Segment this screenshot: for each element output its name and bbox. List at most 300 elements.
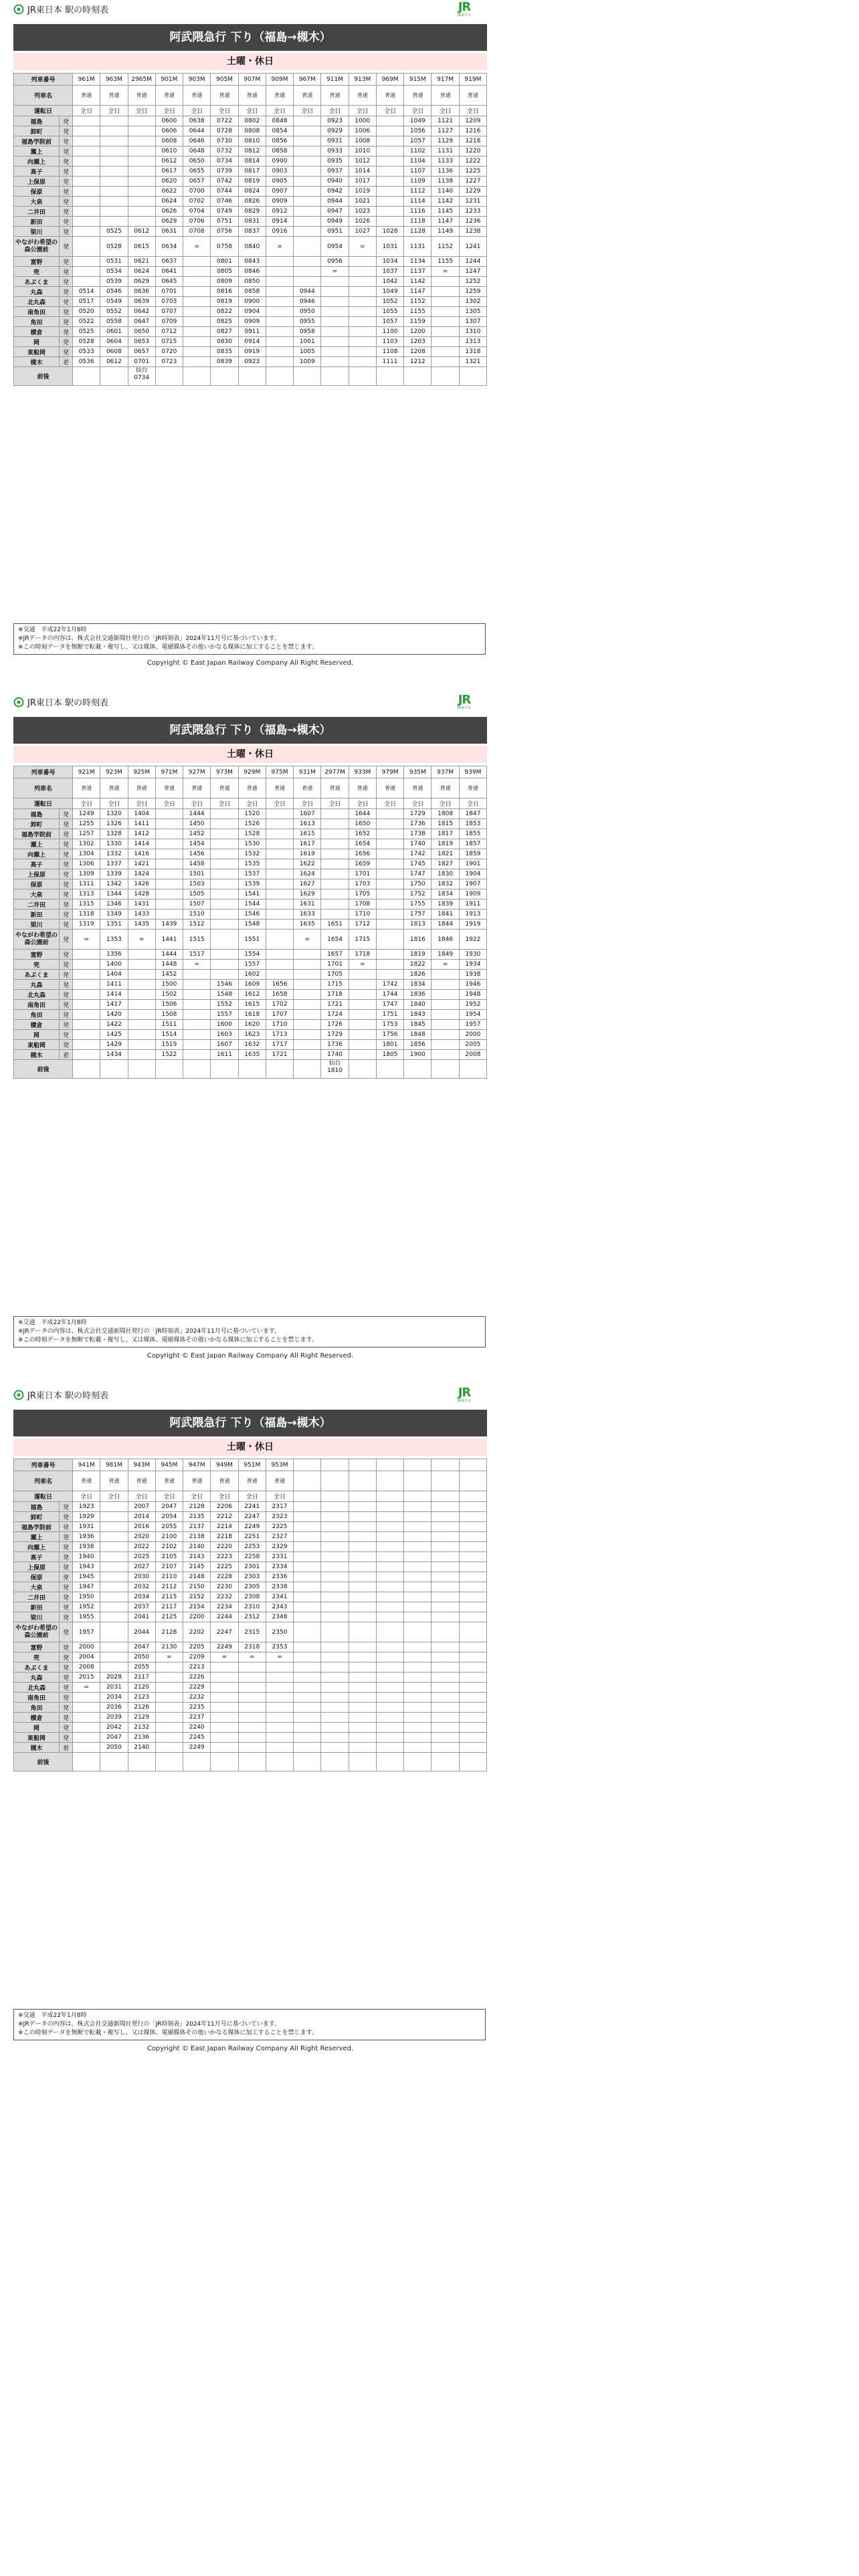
time-cell: 0528 bbox=[100, 237, 128, 257]
day-type-label: 土曜・休日 bbox=[13, 53, 487, 70]
time-cell: 1434 bbox=[100, 1050, 128, 1060]
time-cell: 0837 bbox=[238, 227, 266, 237]
time-cell bbox=[183, 347, 211, 357]
notes-box bbox=[13, 2009, 486, 2040]
train-number: 933M bbox=[349, 766, 376, 778]
time-cell bbox=[349, 970, 376, 980]
time-cell bbox=[376, 930, 403, 950]
time-cell bbox=[376, 1602, 403, 1612]
station-row bbox=[14, 1693, 487, 1703]
time-cell: 1844 bbox=[432, 920, 459, 930]
time-cell: 0531 bbox=[100, 257, 128, 267]
station-dep-arr: 発 bbox=[60, 1612, 73, 1622]
time-cell: 2230 bbox=[211, 1582, 238, 1592]
time-cell: 1841 bbox=[432, 909, 459, 920]
train-name-row bbox=[14, 1471, 487, 1491]
station-name: 卸町 bbox=[14, 1512, 60, 1522]
time-cell: 0909 bbox=[238, 317, 266, 327]
time-cell bbox=[349, 1662, 376, 1673]
time-cell: 1302 bbox=[73, 839, 100, 849]
time-cell: 0931 bbox=[321, 136, 349, 146]
station-dep-arr: 発 bbox=[60, 1693, 73, 1703]
time-cell: 1900 bbox=[404, 1050, 432, 1060]
time-cell: 1718 bbox=[321, 990, 349, 1000]
time-cell bbox=[128, 960, 155, 970]
station-dep-arr: 発 bbox=[60, 126, 73, 136]
time-cell bbox=[404, 1703, 432, 1713]
jr-logo bbox=[451, 1387, 478, 1406]
time-cell: 0612 bbox=[155, 156, 183, 167]
through-service-note bbox=[349, 367, 376, 386]
time-cell: 1247 bbox=[459, 267, 486, 277]
time-cell bbox=[349, 307, 376, 317]
time-cell bbox=[321, 307, 349, 317]
time-cell: 2334 bbox=[266, 1562, 293, 1572]
train-type bbox=[294, 1471, 321, 1491]
time-cell: 1557 bbox=[211, 1010, 238, 1020]
time-cell: 2336 bbox=[266, 1572, 293, 1582]
time-cell: 2128 bbox=[155, 1622, 183, 1642]
train-type: 普通 bbox=[100, 778, 128, 798]
time-cell bbox=[432, 1642, 459, 1652]
time-cell bbox=[294, 960, 321, 970]
time-cell: 0946 bbox=[294, 297, 321, 307]
time-cell bbox=[211, 899, 238, 909]
time-cell: = bbox=[238, 1652, 266, 1662]
through-service-note bbox=[294, 367, 321, 386]
time-cell: 2055 bbox=[155, 1522, 183, 1532]
time-cell: 2007 bbox=[128, 1502, 155, 1512]
time-cell bbox=[155, 1733, 183, 1743]
time-cell bbox=[376, 1532, 403, 1542]
time-cell bbox=[349, 1552, 376, 1562]
time-cell bbox=[432, 990, 459, 1000]
day-type-label: 土曜・休日 bbox=[13, 1438, 487, 1456]
time-cell: 1552 bbox=[211, 1000, 238, 1010]
through-service-note bbox=[404, 1060, 432, 1079]
time-cell: 0720 bbox=[155, 347, 183, 357]
time-cell bbox=[294, 1703, 321, 1713]
train-number: 911M bbox=[321, 74, 349, 86]
time-cell bbox=[100, 177, 128, 187]
time-cell: 2105 bbox=[155, 1552, 183, 1562]
time-cell bbox=[183, 297, 211, 307]
time-cell: 1816 bbox=[404, 930, 432, 950]
train-number bbox=[349, 1459, 376, 1471]
time-cell: 1052 bbox=[376, 297, 403, 307]
time-cell bbox=[100, 1552, 128, 1562]
time-cell: 2223 bbox=[211, 1552, 238, 1562]
time-cell: 1726 bbox=[321, 1020, 349, 1030]
station-dep-arr: 発 bbox=[60, 277, 73, 287]
station-dep-arr: 発 bbox=[60, 327, 73, 337]
through-service-note bbox=[238, 1060, 266, 1079]
time-cell: 1736 bbox=[321, 1040, 349, 1050]
station-name: 富野 bbox=[14, 1642, 60, 1652]
train-number bbox=[376, 1459, 403, 1471]
train-type bbox=[459, 1471, 486, 1491]
time-cell: 1600 bbox=[211, 1020, 238, 1030]
time-cell: 0522 bbox=[73, 317, 100, 327]
time-cell bbox=[73, 1040, 100, 1050]
time-cell: 0612 bbox=[128, 227, 155, 237]
time-cell bbox=[266, 930, 293, 950]
timetable bbox=[13, 766, 487, 1079]
operation-day: 全日 bbox=[238, 1491, 266, 1502]
remarks-row bbox=[14, 1060, 487, 1079]
time-cell: 2315 bbox=[238, 1622, 266, 1642]
time-cell bbox=[432, 1713, 459, 1723]
time-cell: 0911 bbox=[238, 327, 266, 337]
operation-day bbox=[432, 1491, 459, 1502]
time-cell bbox=[155, 1703, 183, 1713]
time-cell bbox=[376, 156, 403, 167]
station-dep-arr: 発 bbox=[60, 1040, 73, 1050]
station-name: 横倉 bbox=[14, 1020, 60, 1030]
time-cell bbox=[73, 167, 100, 177]
station-dep-arr: 発 bbox=[60, 1030, 73, 1040]
station-row bbox=[14, 889, 487, 899]
time-cell bbox=[100, 1582, 128, 1592]
time-cell: 2206 bbox=[211, 1502, 238, 1512]
time-cell bbox=[294, 1673, 321, 1683]
time-cell: 1049 bbox=[404, 116, 432, 126]
time-cell bbox=[321, 317, 349, 327]
time-cell bbox=[183, 277, 211, 287]
time-cell: 0610 bbox=[155, 146, 183, 156]
time-cell bbox=[321, 1552, 349, 1562]
through-service-note bbox=[238, 1753, 266, 1772]
time-cell bbox=[459, 1602, 486, 1612]
time-cell: 1227 bbox=[459, 177, 486, 187]
time-cell: 1943 bbox=[73, 1562, 100, 1572]
operation-day: 全日 bbox=[266, 1491, 293, 1502]
copyright: Copyright © East Japan Railway Company All Right Reserved. bbox=[147, 2045, 354, 2052]
operation-day: 全日 bbox=[266, 798, 293, 809]
time-cell bbox=[128, 217, 155, 227]
time-cell: 2137 bbox=[183, 1522, 211, 1532]
station-name: 兜 bbox=[14, 960, 60, 970]
time-cell bbox=[211, 930, 238, 950]
station-name: あぶくま bbox=[14, 970, 60, 980]
time-cell bbox=[128, 1000, 155, 1010]
time-cell: 1152 bbox=[404, 297, 432, 307]
time-cell: 1416 bbox=[128, 849, 155, 859]
time-cell: 1412 bbox=[128, 829, 155, 839]
time-cell: 1913 bbox=[459, 909, 486, 920]
station-name: 福島 bbox=[14, 1502, 60, 1512]
time-cell bbox=[294, 277, 321, 287]
time-cell bbox=[376, 1572, 403, 1582]
station-dep-arr: 発 bbox=[60, 1000, 73, 1010]
time-cell bbox=[349, 990, 376, 1000]
station-dep-arr: 発 bbox=[60, 1642, 73, 1652]
time-cell: 1429 bbox=[100, 1040, 128, 1050]
time-cell: 1830 bbox=[432, 869, 459, 879]
time-cell bbox=[294, 1733, 321, 1743]
time-cell: 1315 bbox=[73, 899, 100, 909]
time-cell: 1936 bbox=[73, 1532, 100, 1542]
train-type: 普通 bbox=[294, 778, 321, 798]
time-cell bbox=[183, 257, 211, 267]
time-cell: 1404 bbox=[100, 970, 128, 980]
operation-day: 全日 bbox=[432, 106, 459, 116]
time-cell bbox=[294, 1723, 321, 1733]
through-service-note bbox=[349, 1060, 376, 1079]
time-cell bbox=[349, 1713, 376, 1723]
through-service-note bbox=[404, 1753, 432, 1772]
time-cell bbox=[266, 829, 293, 839]
timetable bbox=[13, 1459, 487, 1772]
time-cell: 0620 bbox=[155, 177, 183, 187]
time-cell: 1620 bbox=[238, 1020, 266, 1030]
brand[interactable] bbox=[13, 695, 108, 708]
train-number: 971M bbox=[155, 766, 183, 778]
through-service-note bbox=[459, 1060, 486, 1079]
time-cell: 0933 bbox=[321, 146, 349, 156]
time-cell bbox=[321, 899, 349, 909]
time-cell bbox=[404, 1612, 432, 1622]
time-cell bbox=[266, 869, 293, 879]
time-cell bbox=[266, 307, 293, 317]
station-name: 向瀬上 bbox=[14, 849, 60, 859]
time-cell: 2220 bbox=[211, 1542, 238, 1552]
time-cell: 1839 bbox=[432, 899, 459, 909]
station-name: 新田 bbox=[14, 1602, 60, 1612]
train-type: 普通 bbox=[155, 778, 183, 798]
time-cell bbox=[266, 889, 293, 899]
operation-day bbox=[376, 1491, 403, 1502]
time-cell: 2154 bbox=[183, 1602, 211, 1612]
time-cell: 0638 bbox=[183, 116, 211, 126]
time-cell bbox=[349, 1723, 376, 1733]
time-cell bbox=[432, 1673, 459, 1683]
time-cell bbox=[73, 1693, 100, 1703]
time-cell bbox=[432, 1542, 459, 1552]
time-cell: 2140 bbox=[183, 1542, 211, 1552]
time-cell bbox=[376, 909, 403, 920]
time-cell: 2123 bbox=[128, 1693, 155, 1703]
time-cell: 1721 bbox=[266, 1050, 293, 1060]
time-cell: 1712 bbox=[349, 920, 376, 930]
time-cell bbox=[294, 1592, 321, 1602]
time-cell: 1102 bbox=[404, 146, 432, 156]
time-cell: 1520 bbox=[238, 809, 266, 819]
time-cell: 1729 bbox=[321, 1030, 349, 1040]
station-name: 保原 bbox=[14, 879, 60, 889]
station-row bbox=[14, 809, 487, 819]
time-cell: 1404 bbox=[128, 809, 155, 819]
station-name: 高子 bbox=[14, 1552, 60, 1562]
time-cell: 1238 bbox=[459, 227, 486, 237]
time-cell bbox=[128, 136, 155, 146]
time-cell bbox=[376, 1622, 403, 1642]
brand[interactable] bbox=[13, 1388, 108, 1401]
time-cell bbox=[294, 950, 321, 960]
time-cell: 1644 bbox=[349, 809, 376, 819]
station-name: やながわ希望の森公園前 bbox=[14, 237, 60, 257]
time-cell: 1433 bbox=[128, 909, 155, 920]
time-cell: 0810 bbox=[238, 136, 266, 146]
time-cell: 1104 bbox=[404, 156, 432, 167]
time-cell bbox=[266, 909, 293, 920]
time-cell: 2050 bbox=[128, 1652, 155, 1662]
time-cell: 2325 bbox=[266, 1522, 293, 1532]
time-cell: 0858 bbox=[266, 146, 293, 156]
time-cell bbox=[321, 1512, 349, 1522]
time-cell: 1209 bbox=[459, 116, 486, 126]
time-cell: = bbox=[211, 1652, 238, 1662]
time-cell bbox=[404, 1522, 432, 1532]
time-cell bbox=[155, 839, 183, 849]
time-cell bbox=[432, 1733, 459, 1743]
time-cell bbox=[211, 1733, 238, 1743]
time-cell: 2055 bbox=[128, 1662, 155, 1673]
time-cell: 0756 bbox=[211, 227, 238, 237]
time-cell: 1930 bbox=[459, 950, 486, 960]
operation-day bbox=[321, 1491, 349, 1502]
time-cell bbox=[211, 1703, 238, 1713]
time-cell: 2032 bbox=[128, 1582, 155, 1592]
station-dep-arr: 発 bbox=[60, 1552, 73, 1562]
time-cell: 0905 bbox=[266, 177, 293, 187]
through-service-note bbox=[321, 367, 349, 386]
station-row bbox=[14, 1592, 487, 1602]
time-cell bbox=[459, 1693, 486, 1703]
time-cell: 1602 bbox=[238, 970, 266, 980]
train-number bbox=[404, 1459, 432, 1471]
time-cell: 0817 bbox=[238, 167, 266, 177]
time-cell bbox=[211, 960, 238, 970]
station-dep-arr: 発 bbox=[60, 990, 73, 1000]
time-cell bbox=[73, 237, 100, 257]
time-cell: = bbox=[321, 267, 349, 277]
station-dep-arr: 発 bbox=[60, 879, 73, 889]
time-cell bbox=[211, 819, 238, 829]
time-cell: 1216 bbox=[459, 126, 486, 136]
station-dep-arr: 発 bbox=[60, 980, 73, 990]
time-cell bbox=[183, 357, 211, 367]
time-cell: 0639 bbox=[128, 297, 155, 307]
through-service-note bbox=[459, 367, 486, 386]
time-cell: 1923 bbox=[73, 1502, 100, 1512]
time-cell: 2312 bbox=[238, 1612, 266, 1622]
time-cell: 1629 bbox=[294, 889, 321, 899]
time-cell bbox=[155, 1713, 183, 1723]
time-cell bbox=[321, 909, 349, 920]
station-dep-arr: 着 bbox=[60, 1050, 73, 1060]
station-name: 南角田 bbox=[14, 1693, 60, 1703]
time-cell bbox=[376, 1612, 403, 1622]
time-cell: 1955 bbox=[73, 1612, 100, 1622]
time-cell bbox=[128, 156, 155, 167]
time-cell bbox=[404, 1562, 432, 1572]
time-cell: 1009 bbox=[294, 357, 321, 367]
time-cell bbox=[321, 1693, 349, 1703]
station-dep-arr: 発 bbox=[60, 237, 73, 257]
time-cell bbox=[376, 1673, 403, 1683]
time-cell bbox=[294, 187, 321, 197]
time-cell bbox=[432, 1582, 459, 1592]
time-cell bbox=[73, 177, 100, 187]
time-cell: 0536 bbox=[73, 357, 100, 367]
time-cell: 1656 bbox=[266, 980, 293, 990]
time-cell: 1200 bbox=[404, 327, 432, 337]
train-type: 普通 bbox=[100, 1471, 128, 1491]
time-cell bbox=[211, 950, 238, 960]
time-cell: 2234 bbox=[211, 1602, 238, 1612]
station-name: 梁川 bbox=[14, 1612, 60, 1622]
time-cell: 1528 bbox=[238, 829, 266, 839]
time-cell: 1428 bbox=[128, 889, 155, 899]
time-cell bbox=[266, 849, 293, 859]
time-cell: 2310 bbox=[238, 1602, 266, 1612]
station-row bbox=[14, 1512, 487, 1522]
time-cell bbox=[100, 197, 128, 207]
train-number-row-label: 列車番号 bbox=[14, 74, 73, 86]
station-name: 南角田 bbox=[14, 1000, 60, 1010]
time-cell bbox=[100, 136, 128, 146]
time-cell: 1654 bbox=[349, 839, 376, 849]
day-type-label: 土曜・休日 bbox=[13, 746, 487, 763]
time-cell: 0801 bbox=[211, 257, 238, 267]
through-service-note bbox=[100, 1753, 128, 1772]
time-cell: 0919 bbox=[238, 347, 266, 357]
time-cell: 0950 bbox=[294, 307, 321, 317]
time-cell bbox=[432, 1662, 459, 1673]
through-service-note bbox=[266, 367, 293, 386]
time-cell: 0940 bbox=[321, 177, 349, 187]
time-cell: 1252 bbox=[459, 277, 486, 287]
operation-day-row bbox=[14, 1491, 487, 1502]
station-name: 上保原 bbox=[14, 1562, 60, 1572]
train-type: 普通 bbox=[211, 1471, 238, 1491]
time-cell bbox=[459, 1592, 486, 1602]
station-name: 北丸森 bbox=[14, 297, 60, 307]
train-type: 普通 bbox=[238, 86, 266, 106]
train-type: 普通 bbox=[294, 86, 321, 106]
time-cell: 1012 bbox=[349, 156, 376, 167]
time-cell: 0751 bbox=[211, 217, 238, 227]
time-cell bbox=[183, 1000, 211, 1010]
time-cell: 2110 bbox=[155, 1572, 183, 1582]
time-cell: 1859 bbox=[459, 849, 486, 859]
station-name: あぶくま bbox=[14, 277, 60, 287]
time-cell: 0949 bbox=[321, 217, 349, 227]
time-cell: 0712 bbox=[155, 327, 183, 337]
station-row bbox=[14, 1030, 487, 1040]
time-cell: 1539 bbox=[238, 879, 266, 889]
time-cell: 1136 bbox=[432, 167, 459, 177]
time-cell bbox=[349, 1673, 376, 1683]
time-cell bbox=[211, 849, 238, 859]
time-cell: 1103 bbox=[376, 337, 403, 347]
time-cell: 0739 bbox=[211, 167, 238, 177]
time-cell: 1131 bbox=[432, 146, 459, 156]
time-cell bbox=[321, 849, 349, 859]
time-cell bbox=[349, 1602, 376, 1612]
train-type: 普通 bbox=[183, 1471, 211, 1491]
time-cell: 2343 bbox=[266, 1602, 293, 1612]
time-cell bbox=[100, 126, 128, 136]
station-dep-arr: 発 bbox=[60, 337, 73, 347]
station-name: 瀬上 bbox=[14, 839, 60, 849]
station-row bbox=[14, 347, 487, 357]
time-cell bbox=[238, 1662, 266, 1673]
through-service-note bbox=[376, 1060, 403, 1079]
train-name-row-label: 列車名 bbox=[14, 778, 73, 798]
brand[interactable] bbox=[13, 3, 108, 15]
